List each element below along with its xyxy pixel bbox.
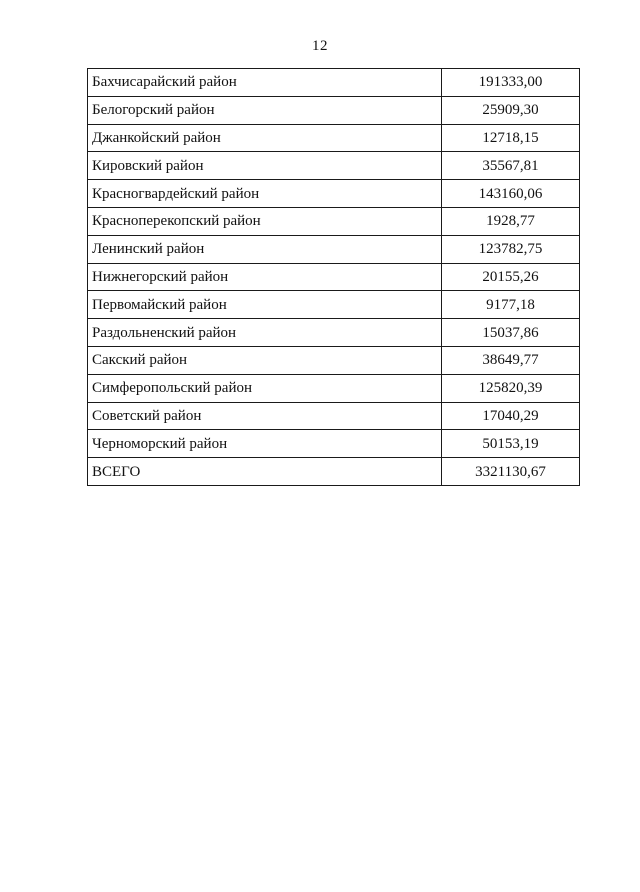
table-row: [88, 96, 580, 124]
district-name: Симферопольский район: [88, 374, 442, 402]
district-name: Советский район: [88, 402, 442, 430]
district-value: 9177,18: [442, 291, 580, 319]
district-name: Кировский район: [88, 152, 442, 180]
table-row: [88, 374, 580, 402]
district-value: 12718,15: [442, 124, 580, 152]
district-name: Черноморский район: [88, 430, 442, 458]
district-name: Бахчисарайский район: [88, 69, 442, 97]
district-name: Красногвардейский район: [88, 180, 442, 208]
page-number: 12: [312, 38, 328, 54]
table-row: [88, 235, 580, 263]
district-value: 143160,06: [442, 180, 580, 208]
total-row: [88, 458, 580, 486]
district-value: 123782,75: [442, 235, 580, 263]
district-name: Джанкойский район: [88, 124, 442, 152]
table-row: [88, 152, 580, 180]
table-row: [88, 430, 580, 458]
district-value: 125820,39: [442, 374, 580, 402]
district-value: 25909,30: [442, 96, 580, 124]
district-value: 20155,26: [442, 263, 580, 291]
district-value: 1928,77: [442, 207, 580, 235]
table-row: [88, 69, 580, 97]
district-value: 191333,00: [442, 69, 580, 97]
district-value: 17040,29: [442, 402, 580, 430]
total-label: ВСЕГО: [88, 458, 442, 486]
district-name: Ленинский район: [88, 235, 442, 263]
district-value: 35567,81: [442, 152, 580, 180]
district-value: 50153,19: [442, 430, 580, 458]
district-table: [87, 68, 580, 486]
table-row: [88, 263, 580, 291]
district-name: Сакский район: [88, 346, 442, 374]
district-name: Белогорский район: [88, 96, 442, 124]
district-name: Раздольненский район: [88, 319, 442, 347]
table-row: [88, 402, 580, 430]
district-name: Первомайский район: [88, 291, 442, 319]
district-name: Нижнегорский район: [88, 263, 442, 291]
district-name: Красноперекопский район: [88, 207, 442, 235]
table-row: [88, 207, 580, 235]
table-row: [88, 346, 580, 374]
table-row: [88, 291, 580, 319]
table-row: [88, 319, 580, 347]
district-value: 38649,77: [442, 346, 580, 374]
table-row: [88, 124, 580, 152]
total-value: 3321130,67: [442, 458, 580, 486]
district-value: 15037,86: [442, 319, 580, 347]
table-row: [88, 180, 580, 208]
